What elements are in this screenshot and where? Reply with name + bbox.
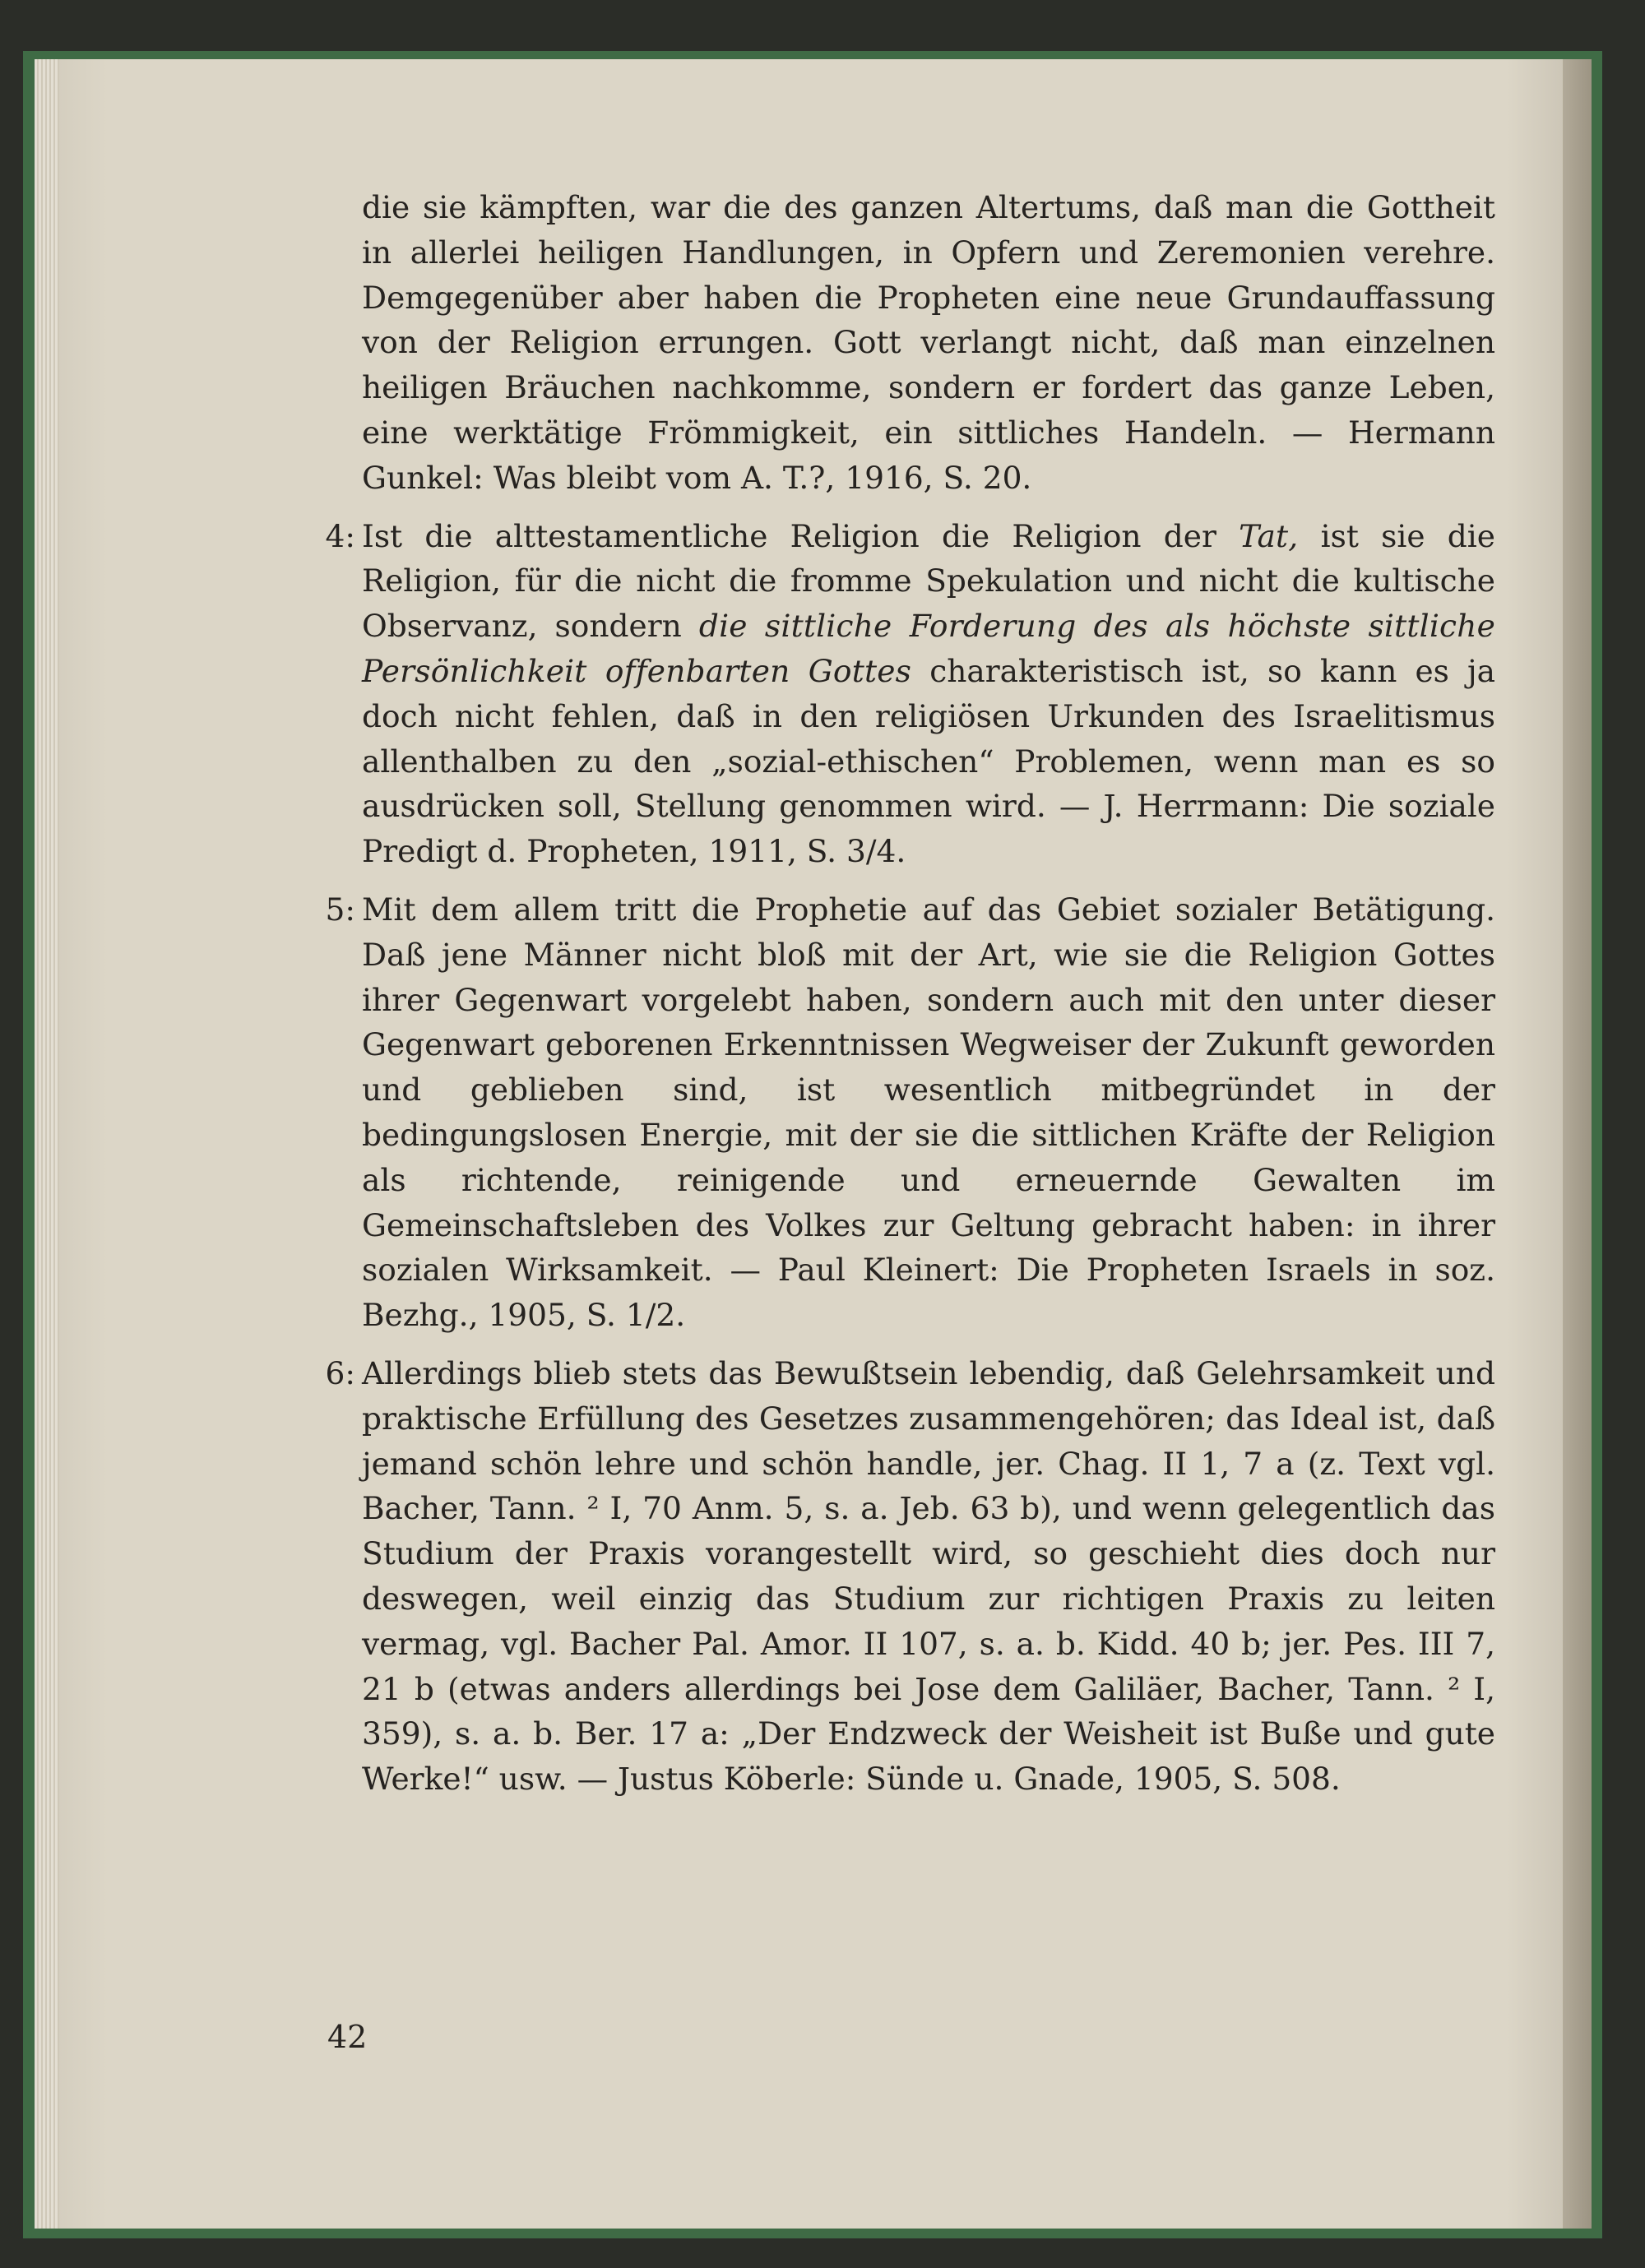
paragraph-text: die sie kämpften, war die des ganzen Altertums, daß man die Gottheit in allerlei heiligen Handlungen, in Opfern und Zeremonien verehre. Demgegenüber aber haben die Propheten eine neue Grundauffassung von der Religion errungen. Gott verlangt nicht, daß man einzelnen heiligen Bräuchen nachkomme, sondern er fordert das ganze Leben, eine werktätige Frömmigkeit, ein sittliches Handeln. — Hermann Gunkel: Was bleibt vom A. T.?, 1916, S. 20. [362,189,1495,496]
text-block [325,185,1496,1815]
paragraph-text: Mit dem allem tritt die Prophetie auf das Gebiet sozialer Betätigung. Daß jene Männer nicht bloß mit der Art, wie sie die Religion Gottes ihrer Gegenwart vorgelebt haben, sondern auch mit den unter dieser Gegenwart geborenen Erkenntnissen Wegweiser der Zukunft geworden und geblieben sind, ist wesentlich mitbegründet in der bedingungslosen Energie, mit der sie die sittlichen Kräfte der Religion als richtende, reinigende und erneuernde Gewalten im Gemeinschaftsleben des Volkes zur Geltung gebracht haben: in ihrer sozialen Wirksamkeit. — Paul Kleinert: Die Propheten Israels in soz. Bezhg., 1905, S. 1/2. [362,891,1495,1334]
page-stack-right [1563,59,1592,2229]
emphasis-text: Tat, [1239,517,1299,554]
paragraph-text: Allerdings blieb stets das Bewußtsein lebendig, daß Gelehrsamkeit und praktische Erfüllung des Gesetzes zusammengehören; das Ideal ist, daß jemand schön lehre und schön handle, jer. Chag. II 1, 7 a (z. Text vgl. Bacher, Tann. ² I, 70 Anm. 5, s. a. Jeb. 63 b), und wenn gelegentlich das Studium der Praxis vorangestellt wird, so geschieht dies doch nur deswegen, weil einzig das Studium zur richtigen Praxis zu leiten vermag, vgl. Bacher Pal. Amor. II 107, s. a. b. Kidd. 40 b; jer. Pes. III 7, 21 b (etwas anders allerdings bei Jose dem Galiläer, Bacher, Tann. ² I, 359), s. a. b. Ber. 17 a: „Der Endzweck der Weisheit ist Buße und gute Werke!“ usw. — Justus Köberle: Sünde u. Gnade, 1905, S. 508. [362,1354,1495,1798]
paragraph-6 [325,1351,1495,1802]
paragraph-text: charakteristisch ist, so kann es ja doch nicht fehlen, daß in den religiösen Urkunden des Israelitismus allenthalben zu den „sozial-ethischen“ Problemen, wenn man es so ausdrücken soll, Stellung genommen wird. — J. Herrmann: Die soziale Predigt d. Propheten, 1911, S. 3/4. [362,652,1495,870]
paragraph-text: ist sie die Religion, für die nicht die fromme Spekulation und nicht die kultische Observanz, sondern [362,517,1495,645]
page-stack-left [35,59,59,2229]
emphasis-text: die sittliche Forderung des als höchste sittliche Persönlichkeit offenbarten Gottes [362,608,1496,689]
paragraph-text: Ist die alttestamentliche Religion die Religion der [362,517,1240,554]
paragraph-number: 6: [325,1354,355,1391]
paragraph-number: 4: [325,517,355,554]
paragraph-5 [325,887,1495,1338]
paragraph-number: 5: [325,891,355,928]
page-number: 42 [327,2019,368,2055]
paragraph-continued [362,185,1495,501]
paragraph-4 [325,514,1496,874]
